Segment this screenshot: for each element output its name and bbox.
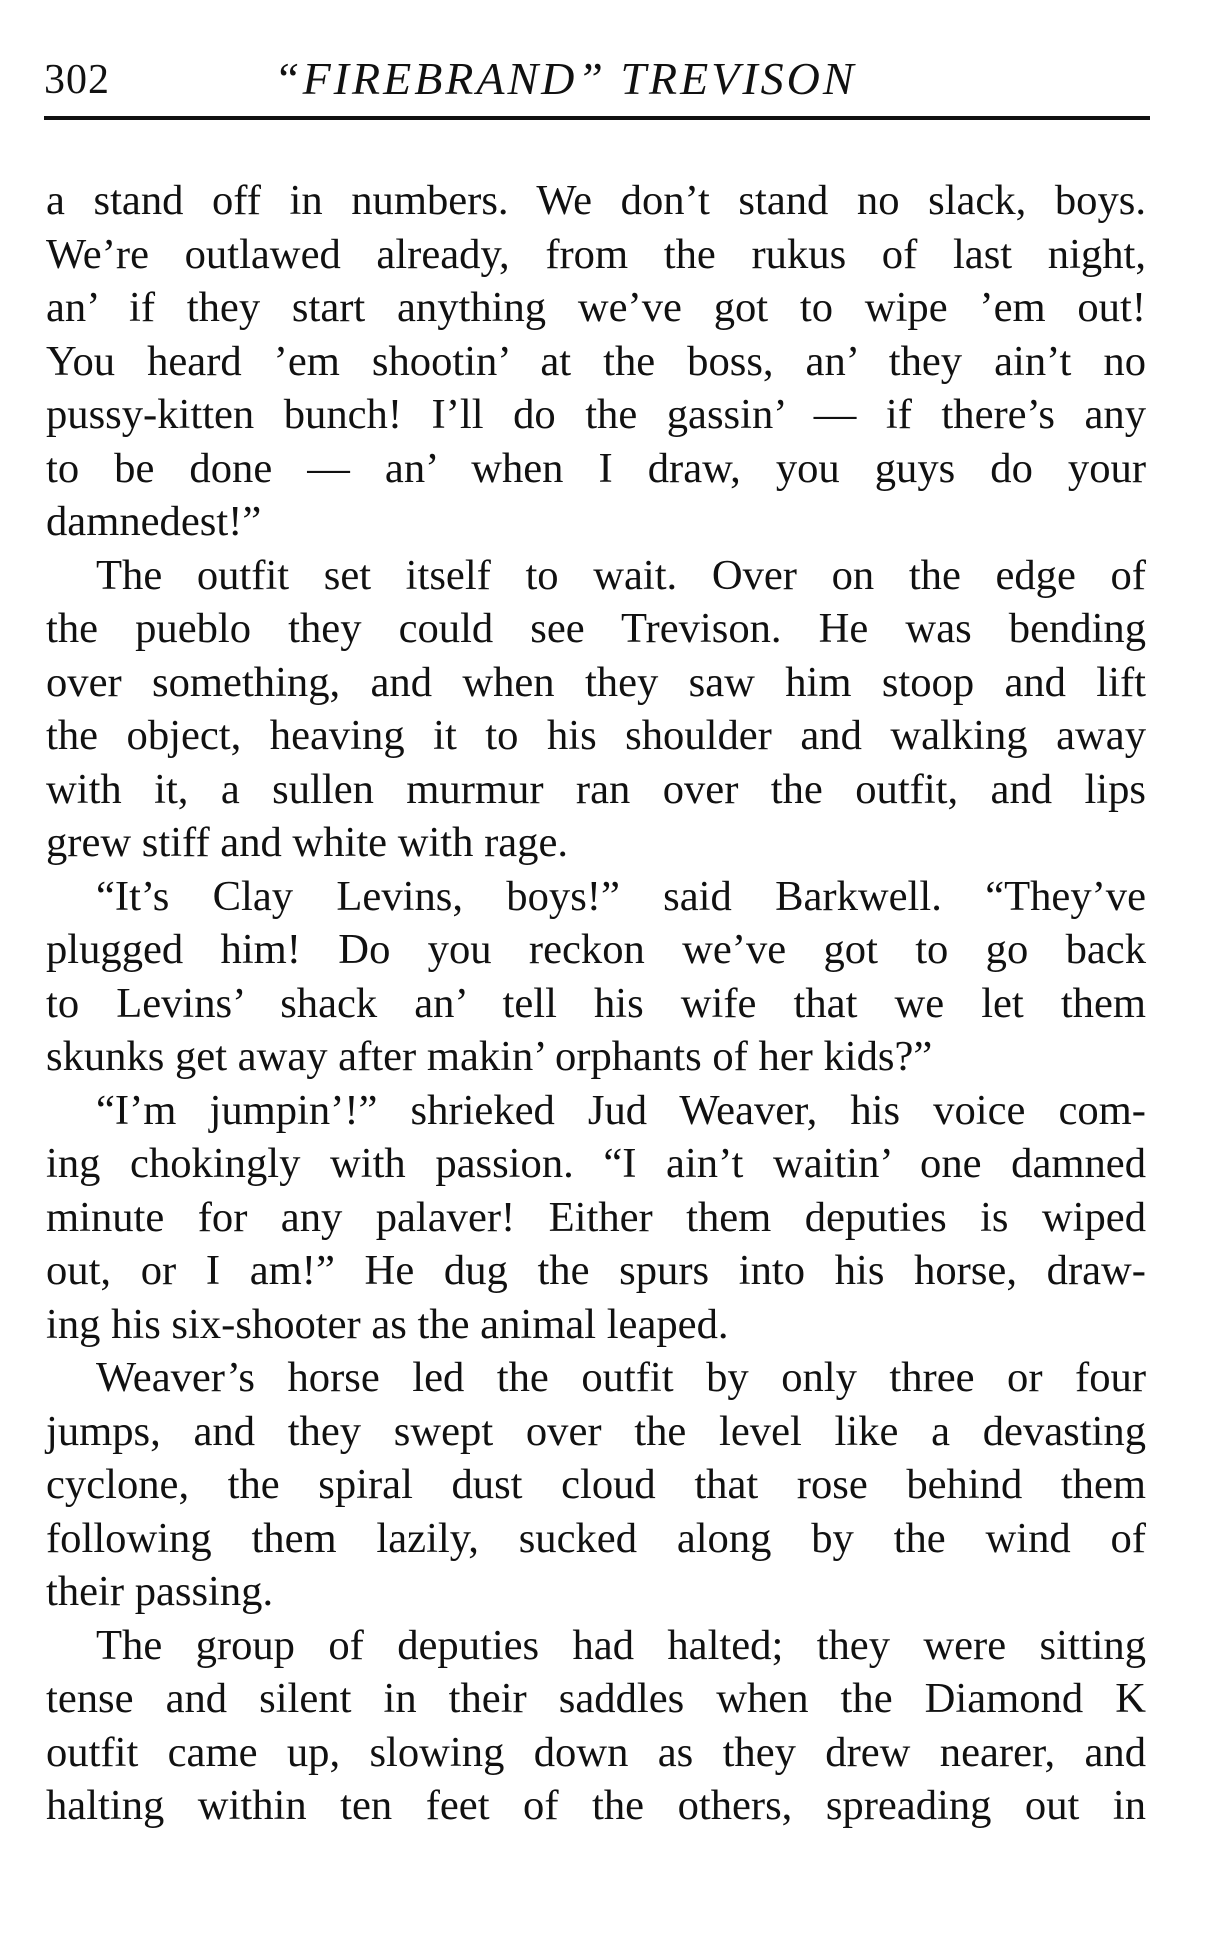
text-line: grew stiff and white with rage. (46, 819, 569, 866)
text-line: halting within ten feet of the others, spreading out in (46, 1782, 1146, 1829)
text-line: their passing. (46, 1568, 274, 1615)
body-text (46, 174, 1146, 1833)
paragraph-first-line: The group of deputies had halted; they were sitting (96, 1621, 1146, 1669)
text-line: damnedest!” (46, 498, 262, 545)
text-line: We’re outlawed already, from the rukus of last night, (46, 230, 1146, 278)
text-line: over something, and when they saw him stoop and lift (46, 658, 1146, 706)
text-line: cyclone, the spiral dust cloud that rose behind them (46, 1461, 1146, 1508)
header-rule (44, 116, 1150, 120)
text-line: plugged him! Do you reckon we’ve got to go back (46, 926, 1146, 973)
paragraph-first-line: The outfit set itself to wait. Over on the edge of (96, 551, 1146, 599)
running-head (44, 52, 1150, 114)
text-line: ing his six-shooter as the animal leaped. (46, 1300, 729, 1348)
text-line: a stand off in numbers. We don’t stand no slack, boys. (46, 177, 1146, 224)
text-line: pussy-kitten bunch! I’ll do the gassin’ — if there’s any (46, 391, 1146, 438)
text-line: You heard ’em shootin’ at the boss, an’ they ain’t no (46, 337, 1146, 385)
text-line: tense and silent in their saddles when the Diamond K (46, 1675, 1146, 1722)
paragraph-first-line: “I’m jumpin’!” shrieked Jud Weaver, his voice com- (96, 1086, 1146, 1134)
text-line: an’ if they start anything we’ve got to wipe ’em out! (46, 284, 1146, 331)
text-line: skunks get away after makin’ orphants of her kids?” (46, 1033, 933, 1080)
text-line: out, or I am!” He dug the spurs into his horse, draw- (46, 1247, 1146, 1294)
text-line: minute for any palaver! Either them deputies is wiped (46, 1193, 1146, 1241)
page-number: 302 (44, 57, 110, 103)
text-line: the object, heaving it to his shoulder and walking away (46, 712, 1146, 759)
paragraph-first-line: Weaver’s horse led the outfit by only three or four (96, 1354, 1146, 1401)
text-line: to Levins’ shack an’ tell his wife that we let them (46, 979, 1146, 1027)
text-line: following them lazily, sucked along by the wind of (46, 1514, 1146, 1562)
text-line: jumps, and they swept over the level like a devasting (46, 1407, 1146, 1455)
running-title: “FIREBRAND” TREVISON (274, 53, 857, 104)
text-line: with it, a sullen murmur ran over the outfit, and lips (46, 765, 1146, 813)
paragraph-first-line: “It’s Clay Levins, boys!” said Barkwell. “They’ve (96, 872, 1146, 920)
text-line: the pueblo they could see Trevison. He was bending (46, 605, 1146, 652)
text-line: outfit came up, slowing down as they drew nearer, and (46, 1728, 1146, 1776)
text-line: to be done — an’ when I draw, you guys do your (46, 444, 1146, 492)
text-line: ing chokingly with passion. “I ain’t waitin’ one damned (46, 1140, 1146, 1187)
